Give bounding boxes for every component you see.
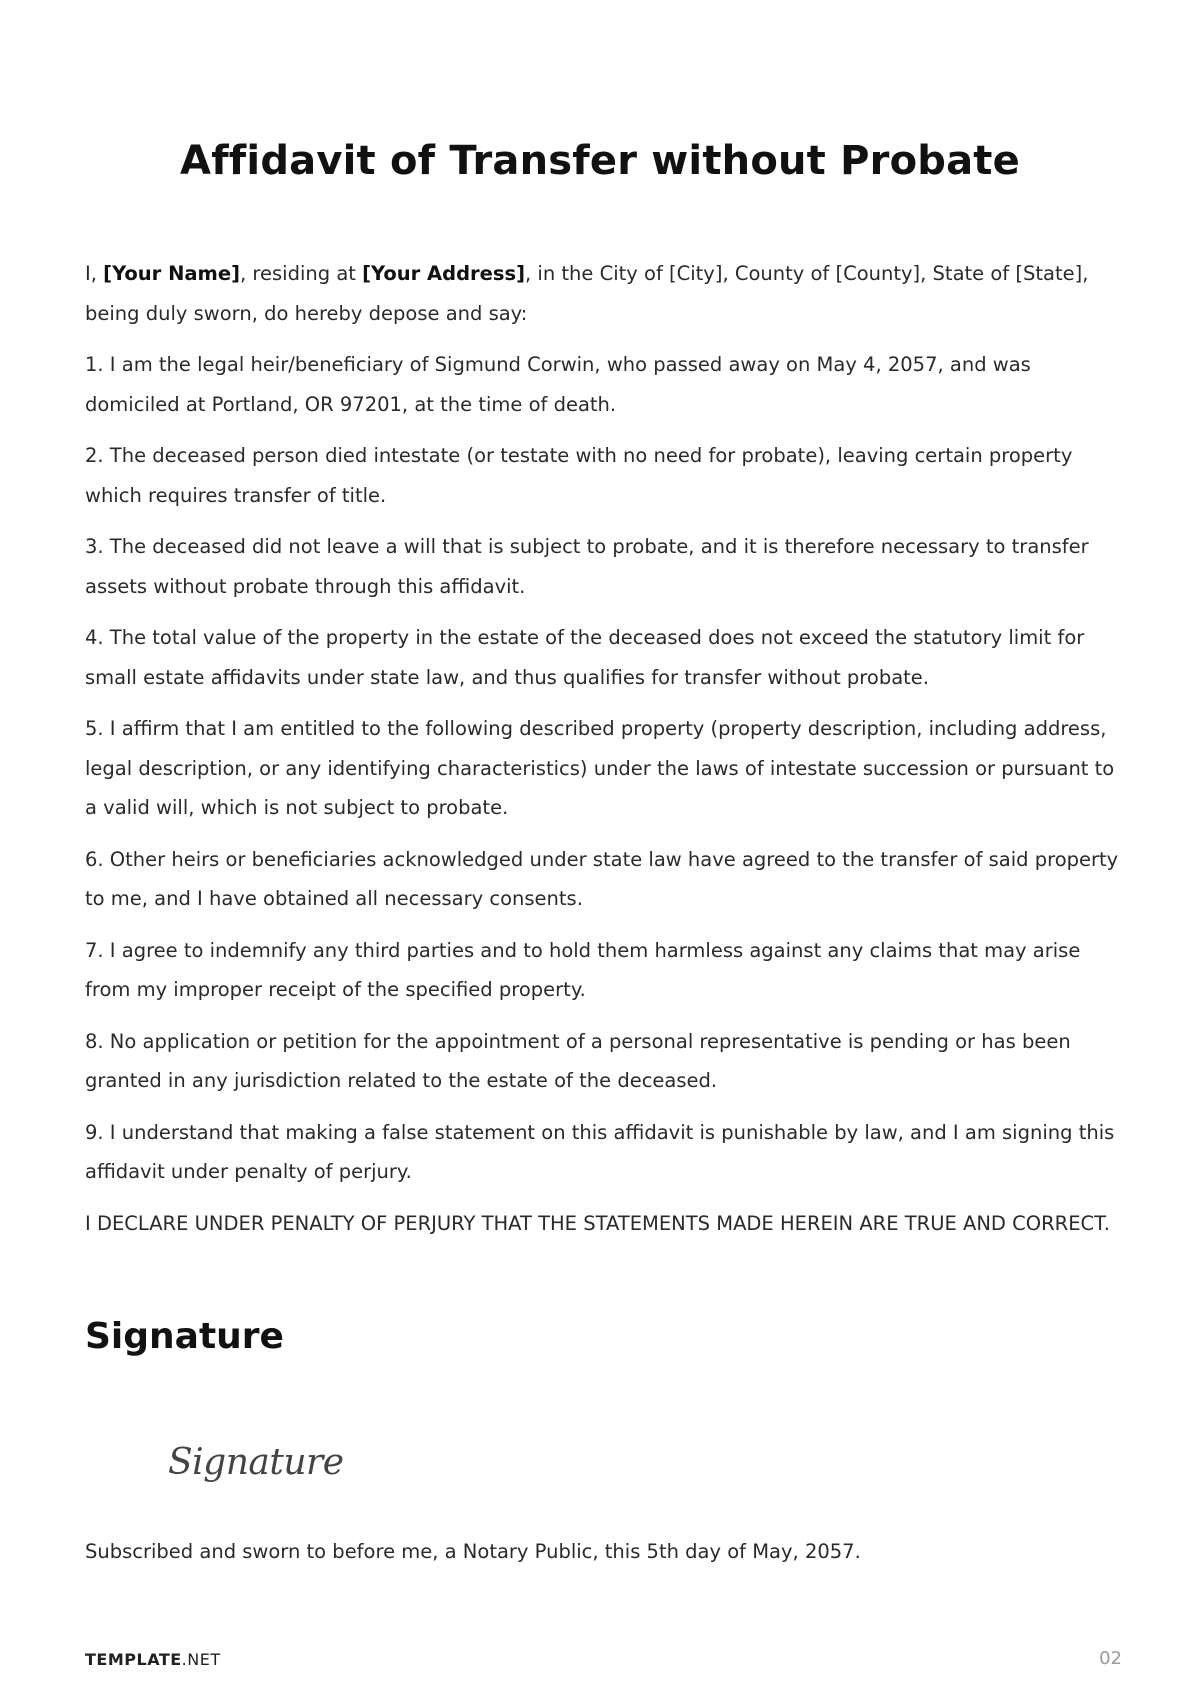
statement-5: 5. I affirm that I am entitled to the following described property (property description, including address, legal description, or any identifying characteristics) under the laws of intestate succession or pursuant to a valid will, which is not subject to probate. bbox=[85, 717, 1115, 819]
brand-suffix: .NET bbox=[181, 1650, 221, 1669]
signature-image: Signature bbox=[168, 1442, 344, 1483]
statement-8: 8. No application or petition for the appointment of a personal representative is pending or has been granted in any jurisdiction related to the estate of the deceased. bbox=[85, 1029, 1071, 1092]
signature-heading: Signature bbox=[85, 1316, 284, 1357]
affidavit-body bbox=[85, 254, 1130, 1255]
name-placeholder: [Your Name] bbox=[103, 262, 241, 285]
document-title: Affidavit of Transfer without Probate bbox=[180, 138, 1020, 184]
statement-6: 6. Other heirs or beneficiaries acknowledged under state law have agreed to the transfer of said property to me, and I have obtained all necessary consents. bbox=[85, 847, 1119, 910]
statement-4: 4. The total value of the property in the estate of the deceased does not exceed the statutory limit for small estate affidavits under state law, and thus qualifies for transfer without probate. bbox=[85, 626, 1085, 689]
statement-1: 1. I am the legal heir/beneficiary of Sigmund Corwin, who passed away on May 4, 2057, and was domiciled at Portland, OR 97201, at the time of death. bbox=[85, 353, 1031, 416]
address-placeholder: [Your Address] bbox=[362, 262, 526, 285]
intro-prefix: I, bbox=[85, 262, 104, 285]
intro-paragraph bbox=[85, 254, 1130, 333]
footer-brand-logo bbox=[85, 1650, 221, 1669]
page-number: 02 bbox=[1099, 1648, 1122, 1669]
brand-name: TEMPLATE bbox=[85, 1650, 182, 1669]
statement-3: 3. The deceased did not leave a will that is subject to probate, and it is therefore necessary to transfer assets without probate through this affidavit. bbox=[85, 535, 1089, 598]
statement-7: 7. I agree to indemnify any third parties and to hold them harmless against any claims that may arise from my improper receipt of the specified property. bbox=[85, 938, 1081, 1001]
statement-9: 9. I understand that making a false statement on this affidavit is punishable by law, and I am signing this affidavit under penalty of perjury. bbox=[85, 1120, 1115, 1183]
intro-residing: , residing at bbox=[240, 262, 363, 285]
declaration: I DECLARE UNDER PENALTY OF PERJURY THAT THE STATEMENTS MADE HEREIN ARE TRUE AND CORRECT. bbox=[85, 1211, 1110, 1235]
notary-line: Subscribed and sworn to before me, a Notary Public, this 5th day of May, 2057. bbox=[85, 1540, 861, 1563]
statement-2: 2. The deceased person died intestate (or testate with no need for probate), leaving certain property which requires transfer of title. bbox=[85, 444, 1073, 507]
intro-rest: , in the City of [City], County of [County], State of [State], being duly sworn, do hereby depose and say: bbox=[85, 262, 1089, 325]
